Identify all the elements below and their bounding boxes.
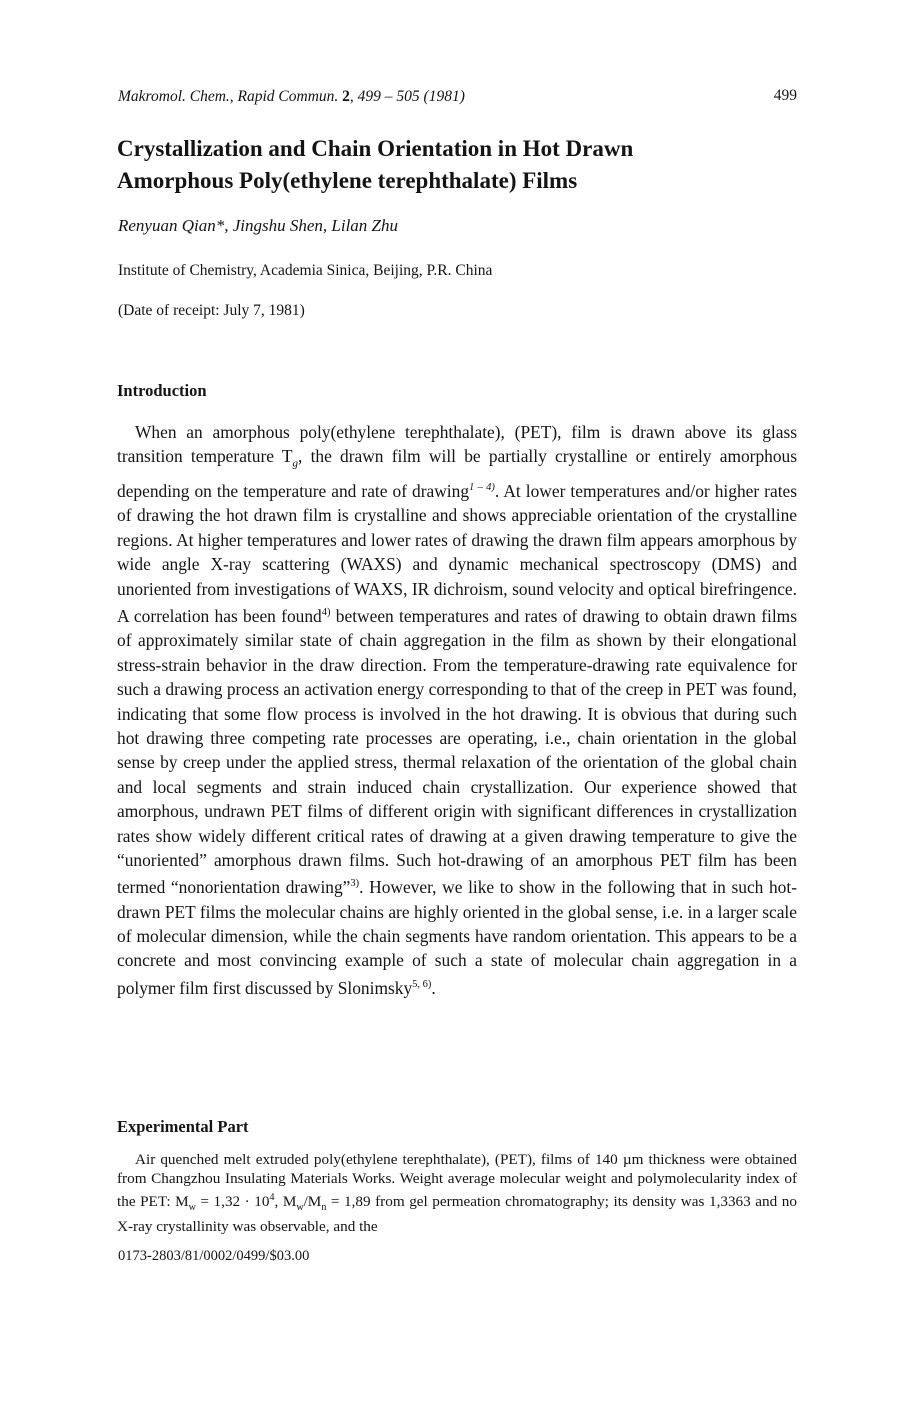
page-number: 499 [773,87,797,104]
ref-1-4: 1 – 4) [469,482,495,494]
intro-text-d: between temperatures and rates of drawing to obtain drawn films of approximately similar state of chain aggregation in the film as shown by their elongational stress-strain behavior in the draw direction. From the temperature-drawing rate equivalence for such a drawing process an activation energy corresponding to that of the creep in PET was found, indicating that some flow process is involved in the hot drawing. It is obvious that during such hot drawing three competing rate processes are operating, i.e., chain orientation in the global sense by creep under the applied stress, thermal relaxation of the orientation of the global chain and local segments and strain induced chain crystallization. Our experience showed that amorphous, undrawn PET films of different origin with significant differences in crystallization rates show widely different critical rates of drawing at a given drawing temperature to give the “unoriented” amorphous drawn films. Such hot-drawing of an amorphous PET film has been termed “nonorientation drawing” [117,605,797,898]
ref-4: 4) [321,607,331,619]
introduction-body [117,420,797,1000]
ref-5-6: 5, 6) [412,978,432,990]
exp-text-a: Air quenched melt extruded poly(ethylene terephthalate), (PET), films of 140 µm thickness were obtained from Changzhou Insulating Materials Works. Weight average molecular weight and polymolecularity index of the PET: M [117,1151,797,1211]
tg-subscript: g [292,457,298,470]
journal-volume: 2 [342,88,350,105]
experimental-body [117,1150,797,1236]
affiliation: Institute of Chemistry, Academia Sinica, Beijing, P.R. China [118,262,493,279]
intro-text-a: When an amorphous poly(ethylene terephthalate), (PET), film is drawn above its glass transition temperature T [117,422,797,467]
intro-text-f: . [431,977,436,998]
ref-3: 3) [350,878,360,890]
authors: Renyuan Qian*, Jingshu Shen, Lilan Zhu [118,216,399,235]
date-of-receipt: (Date of receipt: July 7, 1981) [118,302,305,319]
experimental-heading: Experimental Part [117,1117,249,1136]
title-line-2: Amorphous Poly(ethylene terephthalate) Films [117,168,578,193]
article-title [117,133,797,197]
exp-text-b: = 1,32 · 10 [195,1193,270,1211]
intro-text-b: , the drawn film will be partially crystalline or entirely amorphous depending on the temperature and rate of drawing [117,446,798,502]
introduction-paragraph [117,420,797,1000]
publication-code: 0173-2803/81/0002/0499/$03.00 [118,1248,310,1264]
intro-text-c: . At lower temperatures and/or higher rates of drawing the hot drawn film is crystalline and shows appreciable orientation of the crystalline regions. At higher temperatures and lower rates of drawing the drawn film appears amorphous by wide angle X-ray scattering (WAXS) and dynamic mechanical spectroscopy (DMS) and unoriented from investigations of WAXS, IR dichroism, sound velocity and optical birefringence. A correlation has been found [117,481,798,626]
exponent-4: 4 [269,1192,275,1203]
exp-text-c: , M [274,1193,297,1211]
mw-subscript-2: w [296,1202,304,1214]
introduction-heading: Introduction [117,381,207,400]
running-header [118,88,465,106]
mw-subscript: w [188,1202,196,1214]
exp-text-e: = 1,89 from gel permeation chromatography; its density was 1,3363 and no X-ray crystallinity was observable, and the [117,1193,797,1236]
exp-text-d: /M [303,1193,322,1211]
intro-text-e: . However, we like to show in the following that in such hot-drawn PET films the molecular chains are highly oriented in the global sense, i.e. in a larger scale of molecular dimension, while the chain segments have random orientation. This appears to be a concrete and most convincing example of such a state of molecular chain aggregation in a polymer film first discussed by Slonimsky [117,877,798,998]
mn-subscript: n [321,1202,327,1214]
journal-pages-year: , 499 – 505 (1981) [349,88,465,105]
title-line-1: Crystallization and Chain Orientation in Hot Drawn [117,136,634,161]
experimental-paragraph [117,1150,797,1236]
journal-name: Makromol. Chem., Rapid Commun. [118,88,339,105]
